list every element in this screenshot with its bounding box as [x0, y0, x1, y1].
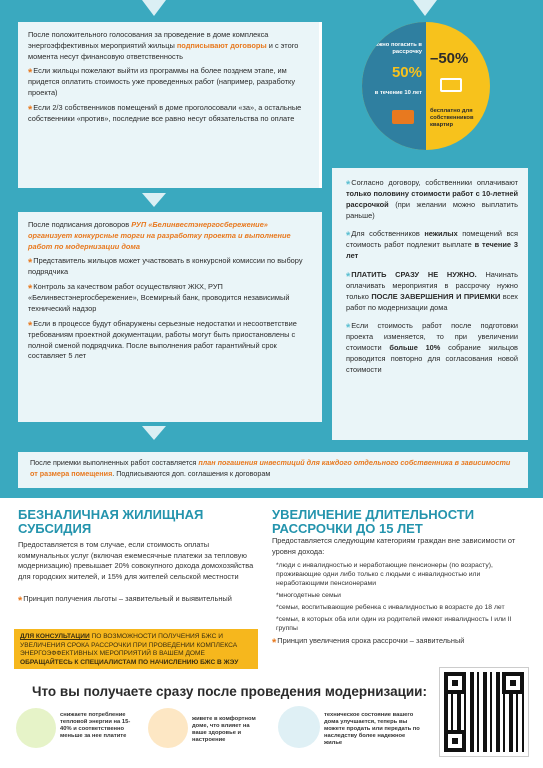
thermometer-icon [16, 708, 56, 748]
payment-badge [362, 22, 490, 150]
asterisk-icon: * [28, 319, 33, 332]
comfort-icon [148, 708, 188, 748]
benefits-title: Что вы получаете сразу после проведения модернизации: [32, 684, 427, 699]
arrow-down-icon [142, 193, 166, 207]
extension-item: *многодетные семьи [276, 592, 341, 600]
asterisk-icon: * [28, 103, 33, 116]
asterisk-icon: * [272, 637, 277, 650]
benefit-property: техническое состояние вашего дома улучшается, теперь вы можете продать или передать по наследству более надежное жилье [324, 712, 420, 746]
case-icon [440, 78, 462, 92]
asterisk-icon: * [28, 67, 33, 80]
asterisk-icon: * [346, 230, 351, 243]
pct50-label: 50% [391, 64, 422, 81]
asterisk-icon: * [346, 270, 351, 283]
tender-box: После подписания договоров РУП «Белинвестэнергосбережение» организует конкурсные торги на разработку проекта и выполнение работ по модернизации дома *Представитель жильцов может участвовать в конкурсной комиссии по выбору подрядчика *Контроль за качеством работ осуществляют ЖКХ, РУП «Белинвестэнергосбережение», Всемирный банк, проводится независимый технический надзор *Если в процессе будут обнаружены серьезные недостатки и несоответствие требованиям проектной документации, работы могут быть приостановлены с полной сменой подрядчика. После выполнения работ гарантийный срок составляет 5 лет [18, 212, 322, 422]
qr-code-icon [440, 668, 528, 756]
consultation-note: ДЛЯ КОНСУЛЬТАЦИИ ПО ВОЗМОЖНОСТИ ПОЛУЧЕНИЯ БЖС И УВЕЛИЧЕНИЯ СРОКА РАССРОЧКИ ПРИ ПРОВЕДЕНИИ КОМПЛЕКСА ЭНЕРГОЭФФЕКТИВНЫХ МЕРОПРИЯТИЙ В ВАШЕМ ДОМЕ ОБРАЩАЙТЕСЬ К СПЕЦИАЛИСТАМ ПО НАЧИСЛЕНИЮ БЖС В ЖЭУ [14, 629, 258, 669]
asterisk-icon: * [346, 179, 351, 191]
benefit-comfort: живете в комфортном доме, что влияет на ваше здоровье и настроение [192, 716, 256, 743]
contract-signing-box: После положительного голосования за проведение в доме комплекса энергоэффективных мероприятий жильцы подписывают договоры и с этого момента несут финансовую ответственность *Если жильцы пожелают выйти из программы на более позднем этапе, им придется оплатить стоимость уже проведенных работ (например, разработку проекта) *Если 2/3 собственников помещений в доме проголосовали «за», а остальные собственники «против», последние все равно несут обязательства по оплате [18, 22, 322, 188]
arrow-down-icon [142, 0, 166, 16]
subsidy-title: БЕЗНАЛИЧНАЯ ЖИЛИЩНАЯ СУБСИДИЯ [18, 507, 204, 536]
extension-item: *люди с инвалидностью и неработающие пенсионеры (по возрасту), проживающие одни либо только с людьми с инвалидностью или неработающими пенсионерами [276, 562, 493, 588]
extension-item: *семьи, воспитывающие ребенка с инвалидностью в возрасте до 18 лет [276, 604, 505, 612]
benefit-energy: снижаете потребление тепловой энергии на 15-40% и соответственно меньше за нее платите [60, 712, 131, 739]
arrow-down-icon [413, 0, 437, 16]
arrow-down-icon [142, 426, 166, 440]
asterisk-icon: * [28, 257, 33, 270]
subsidy-text: Предоставляется в том случае, если стоимость оплаты коммунальных услуг (включая ежемесячные платежи за тепловую модернизацию) превышает 20% совокупного дохода домохозяйства для городских жителей, и 15% для жителей сельской местности *Принцип получения льготы – заявительный и выявительный [18, 540, 254, 608]
house-icon [278, 706, 320, 748]
extension-title: УВЕЛИЧЕНИЕ ДЛИТЕЛЬНОСТИ РАССРОЧКИ ДО 15 ЛЕТ [272, 507, 475, 536]
asterisk-icon: * [28, 283, 33, 296]
payment-terms-box: *Согласно договору, собственники оплачивают только половину стоимости работ с 10-летней рассрочкой (при желании можно выплатить раньше) *Для собственников нежилых помещений вся стоимость работ подлежит выплате в течение 3 лет *ПЛАТИТЬ СРАЗУ НЕ НУЖНО. Начинать оплачивать мероприятия в рассрочку нужно только ПОСЛЕ ЗАВЕРШЕНИЯ И ПРИЕМКИ всех работ по модернизации дома *Если стоимость работ после подготовки проекта изменяется, то при увеличении стоимости больше 10% собрание жильцов проводится повторно для согласования новой стоимости [332, 168, 528, 440]
wallet-icon [392, 110, 414, 124]
free-label: бесплатно для собственников квартир [430, 108, 474, 128]
asterisk-icon: * [18, 595, 23, 608]
extension-text: Предоставляется следующим категориям граждан вне зависимости от уровня дохода: *люди с инвалидностью и неработающие пенсионеры (по возрасту), проживающие одни либо только с людьми с инвалидностью или неработающими пенсионерами *многодетные семьи *семьи, воспитывающие ребенка с инвалидностью в возрасте до 18 лет *семьи, в которых оба или один из родителей имеют инвалидность I или II группы *Принцип увеличения срока рассрочки – заявительный [272, 536, 524, 647]
can-pay-label: можно погасить в рассрочку [370, 42, 422, 55]
asterisk-icon: * [346, 322, 351, 335]
repayment-plan-box: После приемки выполненных работ составляется план погашения инвестиций для каждого отдельного собственника в зависимости от размера помещения. Подписываются доп. соглашения к договорам [18, 452, 528, 488]
minus50-label: –50% [430, 50, 469, 67]
years-label: в течение 10 лет [374, 90, 422, 96]
extension-item: *семьи, в которых оба или один из родителей имеют инвалидность I или II группы [276, 616, 512, 633]
